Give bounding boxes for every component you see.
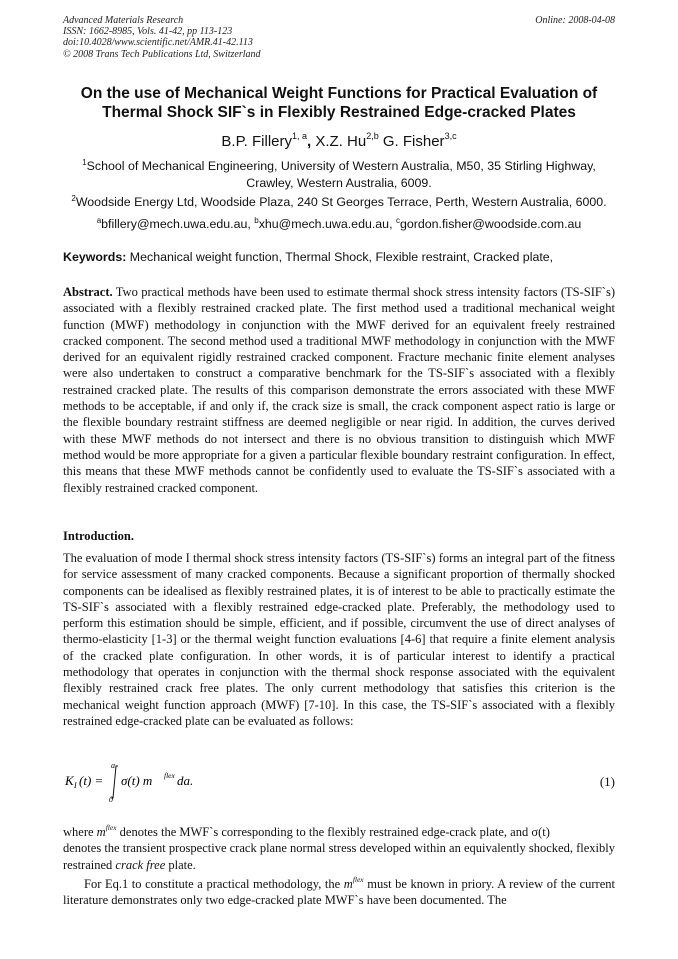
journal-header [63, 15, 615, 60]
journal-name: Advanced Materials Research [63, 15, 184, 26]
keywords-label: Keywords: [63, 250, 127, 264]
eq-upper-limit: a [111, 761, 115, 770]
introduction-paragraph-1: The evaluation of mode I thermal shock stress intensity factors (TS-SIF`s) forms an integral part of the fitness for service assessment of many cracked components. Because a significant proportion of thermally shocked components can be idealised as flexibly restrained plates, it is of interest to be able to practically estimate the TS-SIF`s associated with a flexibly restrained edge-cracked plate. Preferably, the methodology used to perform this estimation should be simple, efficient, and if possible, circumvent the use of direct analyses of thermo-elasticity [1-3] or the thermal weight function evaluations [4-6] that require a finite element analysis of the cracked plate configuration. In other words, it is of particular interest to identify a practical methodology that operates in conjunction with the thermal shock response associated with the equivalent flexibly restrained crack free plates. The only current methodology that satisfies this criterion is the mechanical weight function approach (MWF) [7-10]. In this case, the TS-SIF`s associated with a flexibly restrained edge-cracked plate can be evaluated as follows: [63, 551, 615, 728]
eq-integrand: σ(t) m [121, 773, 153, 788]
eq-lhs-sub: I [74, 781, 77, 790]
para3-text-1: For Eq.1 to constitute a practical methodology, the [84, 877, 344, 891]
email-c[interactable]: gordon.fisher@woodside.com.au [399, 217, 582, 231]
paper-title [50, 84, 628, 122]
where-text-2: denotes the MWF`s corresponding to the flexibly restrained edge-crack plate, and [116, 825, 532, 839]
email-a[interactable]: bfillery@mech.uwa.edu.au, [101, 217, 255, 231]
author-1-sup: 1, a [291, 131, 307, 141]
equation-1 [63, 758, 615, 804]
author-3-sup: 3,c [444, 131, 457, 141]
copyright: © 2008 Trans Tech Publications Ltd, Switzerland [63, 48, 261, 60]
doi: doi:10.4028/www.scientific.net/AMR.41-42.113 [63, 37, 253, 49]
flex-superscript: flex [105, 823, 117, 832]
abstract [63, 284, 615, 496]
email-b-sup: b [254, 216, 259, 225]
m-symbol-2: m [343, 877, 353, 891]
affiliation-2-sup: 2 [71, 194, 76, 203]
introduction-heading: Introduction. [63, 529, 134, 543]
affiliation-1-sup: 1 [82, 158, 87, 167]
abstract-text: Two practical methods have been used to estimate thermal shock stress intensity factors (TS-SIF`s) associated with a flexibly restrained cracked plate. The first method used a traditional mechanical weight function (MWF) methodology in conjunction with the MWF derived for an equivalent freely restrained cracked component. The second method used a traditional MWF methodology in conjunction with the MWF derived for an equivalent rigidly restrained cracked component. Fracture mechanic finite element analyses were also undertaken to construct a comparative benchmark for the TS-SIF`s associated with a flexibly restrained cracked plate. The results of this comparison demonstrate the errors associated with these MWF methods to be acceptable, if and only if, the crack size is small, the crack component aspect ratio is large or the flexible boundary restraint stiffness are deemed negligible or near rigid. In addition, the curves derived with these MWF methods do not intersect and there is no obvious transition to distinguish which MWF method would be more appropriate for a given a particular flexible boundary restraint configuration. In effect, this means that these MWF methods cannot be confidently used to evaluate the TS-SIF`s associated with a flexibly restrained cracked component. [63, 285, 615, 495]
m-symbol: m [96, 825, 106, 839]
affiliation-2 [62, 191, 616, 211]
issn: ISSN: 1662-8985, Vols. 41-42, pp 113-123 [63, 26, 233, 38]
abstract-label: Abstract. [63, 285, 113, 299]
affiliation-2-text: Woodside Energy Ltd, Woodside Plaza, 240 St Georges Terrace, Perth, Western Australia, 6000. [75, 195, 607, 209]
eq-integrand-sup: flex [164, 771, 175, 780]
eq-tail: da. [177, 773, 194, 788]
affiliation-1 [62, 155, 616, 191]
email-b[interactable]: xhu@mech.uwa.edu.au, [258, 217, 396, 231]
eq-lhs-arg: (t) = [79, 773, 104, 788]
title-line-1: On the use of Mechanical Weight Functions for Practical Evaluation of [80, 85, 598, 102]
integral-sign [111, 766, 118, 798]
author-separator: , [307, 133, 312, 150]
online-date: Online: 2008-04-08 [535, 15, 615, 26]
email-a-sup: a [96, 216, 102, 225]
equation-1-formula [63, 758, 223, 804]
introduction-paragraph-3 [63, 872, 615, 909]
author-3: G. Fisher [378, 133, 445, 150]
author-emails [62, 213, 616, 233]
keywords [63, 250, 623, 264]
eq-lhs: K [65, 773, 74, 788]
author-list [50, 131, 628, 150]
title-line-2: Thermal Shock SIF`s in Flexibly Restrained Edge-cracked Plates [102, 104, 576, 121]
affiliation-1-text: School of Mechanical Engineering, University of Western Australia, M50, 35 Stirling Highway, Crawley, Western Australia, 6009. [86, 159, 596, 190]
crack-free-text: crack free [115, 857, 166, 872]
keywords-text: Mechanical weight function, Thermal Shock, Flexible restraint, Cracked plate, [126, 250, 554, 264]
introduction-paragraph-2 [63, 820, 615, 873]
equation-number: (1) [599, 774, 615, 789]
where-text-1: where [63, 825, 97, 839]
flex-superscript-2: flex [352, 875, 364, 884]
author-1: B.P. Fillery [221, 133, 292, 150]
para3-text-2: must be known in priory. A review of the current literature demonstrates only two edge-cracked plate MWF`s have been documented. The [63, 877, 615, 908]
author-2-sup: 2,b [366, 131, 379, 141]
email-c-sup: c [395, 216, 400, 225]
author-2: X.Z. Hu [311, 133, 367, 150]
where-text-3: denotes the transient prospective crack plane normal stress developed within an equivalently shocked, flexibly restrained [63, 841, 615, 872]
sigma-symbol: σ(t) [531, 825, 550, 839]
eq-lower-limit: 0 [109, 795, 113, 804]
where-text-4: plate. [165, 857, 196, 872]
